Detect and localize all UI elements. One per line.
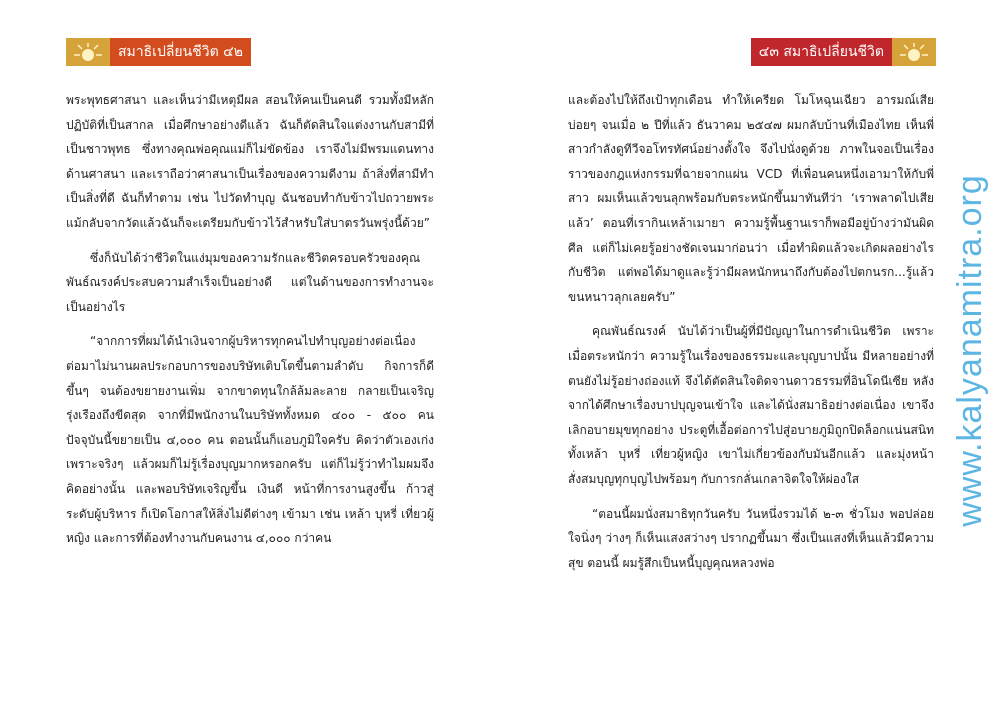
paragraph: “ตอนนี้ผมนั่งสมาธิทุกวันครับ วันหนึ่งรวมได้ ๒-๓ ชั่วโมง พอปล่อยใจนิ่งๆ ว่างๆ ก็เห็นแสงสว่างๆ ปรากฏขึ้นมา ซึ่งเป็นแสงที่เห็นแล้วมีความสุข ตอนนี้ ผมรู้สึกเป็นหนี้บุญคุณหลวงพ่อ [568, 506, 934, 570]
paragraph: คุณพันธ์ณรงค์ นับได้ว่าเป็นผู้ที่มีปัญญาในการดำเนินชีวิต เพราะเมื่อตระหนักว่า ความรู้ในเรื่องของธรรมะและบุญบาปนั้น มีหลายอย่างที่ตนยังไม่รู้อย่างถ่องแท้ จึงได้ตัดสินใจติดจานดาวธรรมที่อินโดนีเซีย หลังจากได้ศึกษาเรื่องบาปบุญจนเข้าใจ และได้นั่งสมาธิอย่างต่อเนื่อง เขาจึงเลิกอบายมุขทุกอย่าง ประตูที่เอื้อต่อการไปสู่อบายภูมิถูกปิดล็อกแน่นสนิท ทั้งเหล้า บุหรี่ เที่ยวผู้หญิง เขาไม่เกี่ยวข้องกับมันอีกแล้ว และมุ่งหน้าสั่งสมบุญทุกบุญไปพร้อมๆ กับการกลั่นเกลาจิตใจให้ผ่องใส [568, 324, 934, 486]
right-page-header [751, 38, 936, 66]
golden-sun-rays-icon [892, 38, 936, 66]
right-header-title: ๔๓ สมาธิเปลี่ยนชีวิต [751, 38, 892, 66]
golden-sun-rays-icon [66, 38, 110, 66]
left-body-text [66, 88, 434, 561]
right-body-text [568, 88, 934, 585]
left-page-header [66, 38, 251, 66]
watermark-text: www.kalyanamitra.org [950, 173, 989, 527]
paragraph: พระพุทธศาสนา และเห็นว่ามีเหตุมีผล สอนให้คนเป็นคนดี รวมทั้งมีหลักปฏิบัติที่เป็นสากล เมื่อศึกษาอย่างดีแล้ว ฉันก็ตัดสินใจแต่งงานกับสามีที่เป็นชาวพุทธ ซึ่งทางคุณพ่อคุณแม่ก็ไม่ขัดข้อง เราจึงไม่มีพรมแดนทางด้านศาสนา และเราถือว่าศาสนาเป็นเรื่องของความดีงาม ถ้าสิ่งที่สามีทำเป็นสิ่งที่ดี ฉันก็ทำตาม เช่น ไปวัดทำบุญ ฉันชอบทำกับข้าวไปถวายพระ แม้กลับจากวัดแล้วฉันก็จะเตรียมกับข้าวไว้สำหรับใส่บาตรวันพรุ่งนี้ด้วย” [66, 93, 434, 230]
left-header-title: สมาธิเปลี่ยนชีวิต ๔๒ [110, 38, 251, 66]
watermark [948, 170, 992, 530]
paragraph: “จากการที่ผมได้นำเงินจากผู้บริหารทุกคนไปทำบุญอย่างต่อเนื่อง ต่อมาไม่นานผลประกอบการของบริษัทเติบโตขึ้นตามลำดับ กิจการก็ดีขึ้นๆ จนต้องขยายงานเพิ่ม จากขาดทุนใกล้ล้มละลาย กลายเป็นเจริญรุ่งเรืองถึงขีดสุด จากที่มีพนักงานในบริษัททั้งหมด ๔๐๐ - ๕๐๐ คน ปัจจุบันนี้ขยายเป็น ๔,๐๐๐ คน ตอนนั้นก็แอบภูมิใจครับ คิดว่าตัวเองเก่ง เพราะจริงๆ แล้วผมก็ไม่รู้เรื่องบุญมากหรอกครับ แต่ก็ไม่รู้ว่าทำไมผมจึงคิดอย่างนั้น และพอบริษัทเจริญขึ้น เงินดี หน้าที่การงานสูงขึ้น ก้าวสู่ระดับผู้บริหาร ก็เปิดโอกาสให้สิ่งไม่ดีต่างๆ เข้ามา เช่น เหล้า บุหรี่ เที่ยวผู้หญิง และการที่ต้องทำงานกับคนงาน ๔,๐๐๐ กว่าคน [66, 334, 434, 546]
right-page [500, 0, 1000, 707]
paragraph: ซึ่งก็นับได้ว่าชีวิตในแง่มุมของความรักและชีวิตครอบครัวของคุณพันธ์ณรงค์ประสบความสำเร็จเป็นอย่างดี แต่ในด้านของการทำงานจะเป็นอย่างไร [66, 250, 434, 314]
paragraph: และต้องไปให้ถึงเป้าทุกเดือน ทำให้เครียด โมโหฉุนเฉียว อารมณ์เสียบ่อยๆ จนเมื่อ ๒ ปีที่แล้ว ธันวาคม ๒๕๔๗ ผมกลับบ้านที่เมืองไทย เห็นพี่สาวกำลังดูทีวีจอโทรทัศน์อย่างตั้งใจ จึงไปนั่งดูด้วย ภาพในจอเป็นเรื่องราวของกฎแห่งกรรมที่ฉายจากแผ่น VCD ที่เพื่อนคนหนึ่งเอามาให้กับพี่สาว ผมเห็นแล้วขนลุกพร้อมกับตระหนักขึ้นมาทันทีว่า ‘เราพลาดไปเสียแล้ว’ ตอนที่เรากินเหล้าเมายา ความรู้พื้นฐานเราก็พอมีอยู่บ้างว่ามันผิดศีล แต่ก็ไม่เคยรู้อย่างชัดเจนมาก่อนว่า เมื่อทำผิดแล้วจะเกิดผลอย่างไรกับชีวิต แต่พอได้มาดูและรู้ว่ามีผลหนักหนาถึงกับต้องไปตกนรก...รู้แล้วขนหนาวลุกเลยครับ” [568, 93, 934, 304]
